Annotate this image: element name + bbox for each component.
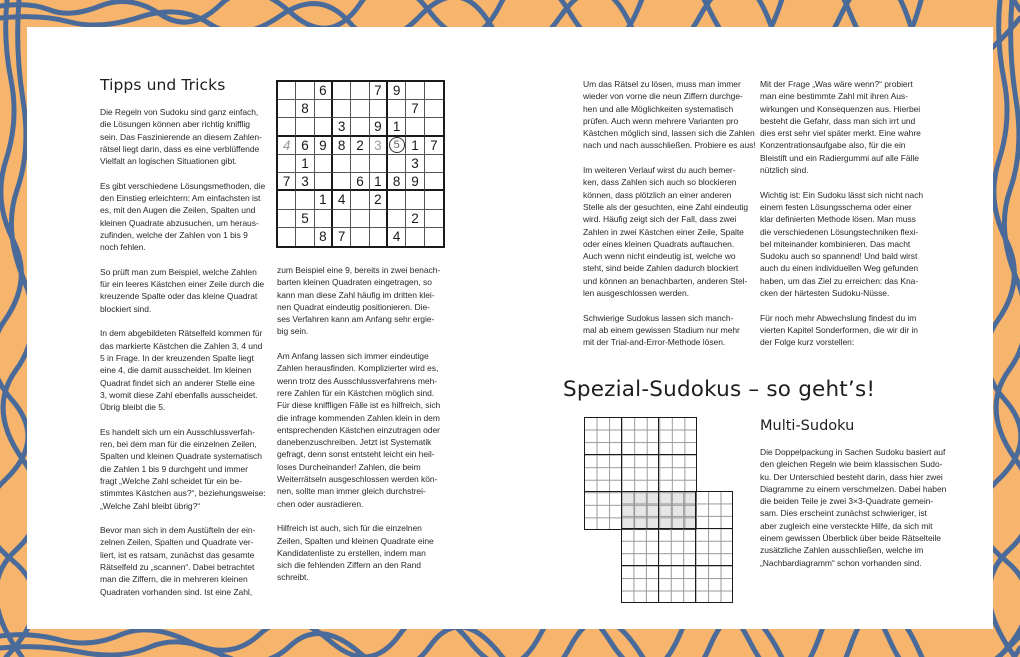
sudoku-cell: 8: [388, 173, 406, 191]
text-line: einem gewissen Überblick über beide Rätselteile: [760, 533, 941, 544]
text-line: chen oder ausradieren.: [277, 498, 364, 509]
sudoku-cell: 3: [370, 137, 388, 155]
text-line: das markierte Kästchen die Zahlen 3, 4 und: [100, 340, 263, 351]
text-line: 5 in Frage. In der kreuzenden Spalte liegt: [100, 352, 254, 363]
text-line: aber zugleich eine versteckte Hilfe, da sich mit: [760, 520, 933, 531]
text-line: Es gibt verschiedene Lösungsmethoden, die: [100, 180, 266, 191]
text-line: den gleichen Regeln wie beim klassischen Sudo-: [760, 459, 943, 470]
sudoku-cell: [406, 82, 424, 100]
paragraph: [760, 446, 950, 569]
sudoku-cell: [370, 155, 388, 173]
text-line: die verschiedenen Lösungstechniken flexi-: [760, 226, 919, 237]
text-line: einem festen Lösungsschema oder einer: [760, 201, 912, 212]
sudoku-cell: 1: [296, 155, 314, 173]
sudoku-cell: [351, 228, 369, 246]
sudoku-cell: [425, 155, 443, 173]
text-line: Die Regeln von Sudoku sind ganz einfach,: [100, 107, 259, 117]
sudoku-cell: 4: [278, 137, 296, 155]
text-line: die infrage kommenden Zahlen klein in dem: [277, 412, 440, 423]
text-line: cken der härtesten Sudoku-Nüsse.: [760, 288, 890, 299]
sudoku-cell: 8: [296, 100, 314, 118]
sudoku-cell: 4: [388, 228, 406, 246]
sudoku-cell: [388, 155, 406, 173]
text-line: Spalten und kleinen Quadrate systematisch: [100, 451, 262, 462]
text-line: nen Quadrat eindeutig positionieren. Die-: [277, 301, 430, 312]
paragraph: [100, 327, 270, 413]
text-line: Es handelt sich um ein Ausschlussverfah-: [100, 426, 255, 437]
text-line: rere Zahlen für ein Kästchen möglich sind.: [277, 387, 435, 398]
sudoku-cell: [315, 100, 333, 118]
sudoku-cell: 2: [351, 137, 369, 155]
text-line: danebenzuschreiben. Jetzt ist Systematik: [277, 437, 432, 448]
text-line: auch du einen individuellen Weg gefunden: [760, 263, 919, 274]
text-line: Zeilen, Spalten und kleinen Quadrate eine: [277, 535, 434, 546]
text-line: Für noch mehr Abwechslung findest du im: [760, 312, 917, 323]
text-line: Am Anfang lassen sich immer eindeutige: [277, 351, 429, 362]
sudoku-cell: [406, 228, 424, 246]
sudoku-cell: 1: [370, 173, 388, 191]
sudoku-cell: [278, 210, 296, 228]
sudoku-cell: [425, 82, 443, 100]
text-line: Übrig bleibt die 5.: [100, 402, 166, 413]
sudoku-cell: 8: [333, 137, 351, 155]
paragraph: [100, 180, 270, 254]
sudoku-cell: 9: [388, 82, 406, 100]
text-line: Die Doppelpackung in Sachen Sudoku basiert auf: [760, 447, 946, 457]
text-line: Bevor man sich in dem Austüfteln der ein-: [100, 525, 256, 536]
sudoku-cell: 9: [315, 137, 333, 155]
text-line: big sein.: [277, 326, 309, 337]
text-line: nen, sollte man immer gleich durchstrei-: [277, 486, 426, 497]
sudoku-cell: [388, 210, 406, 228]
sudoku-cell: [278, 118, 296, 136]
multi-sudoku-title: Multi-Sudoku: [760, 418, 855, 434]
sudoku-cell: 1: [388, 118, 406, 136]
sudoku-cell: 3: [296, 173, 314, 191]
text-line: den Einstieg erleichtern: Am einfachsten ist: [100, 193, 261, 204]
paragraph: [583, 312, 753, 349]
text-line: entsprechenden Kästchen einzutragen oder: [277, 424, 440, 435]
text-line: sein. Das Faszinierende an diesem Zahlen-: [100, 131, 262, 142]
text-line: nützlich sind.: [760, 165, 809, 176]
text-line: zufinden, welche der Zahlen von 1 bis 9: [100, 229, 248, 240]
text-line: kreuzende Spalte oder das kleine Quadrat: [100, 291, 258, 302]
text-line: rätsel liegt darin, dass es eine verblüffende: [100, 143, 260, 154]
text-line: vierten Kapitel Sonderformen, die wir dir in: [760, 324, 918, 335]
text-line: Stelle als der gesuchten, eine Zahl eindeutig: [583, 201, 749, 212]
text-line: Im weiteren Verlauf wirst du auch bemer-: [583, 165, 736, 176]
text-column-3: [583, 78, 756, 361]
sudoku-cell: [278, 228, 296, 246]
text-line: ses Verfahren kann am Anfang sehr ergie-: [277, 314, 435, 325]
sudoku-cell: [351, 210, 369, 228]
sudoku-cell: 7: [406, 100, 424, 118]
sudoku-cell: [406, 118, 424, 136]
paragraph: [760, 312, 945, 349]
sudoku-cell: [351, 155, 369, 173]
text-line: die Lösungen können aber richtig knifflig: [100, 119, 250, 130]
text-line: Auch wenn nicht eindeutig ist, welche wo: [583, 251, 736, 262]
text-line: Hilfreich ist auch, sich für die einzelnen: [277, 523, 422, 534]
sudoku-cell: 1: [315, 191, 333, 209]
text-column-1: [100, 106, 270, 610]
sudoku-cell: 6: [296, 137, 314, 155]
sudoku-cell: 9: [406, 173, 424, 191]
sudoku-cell: [333, 173, 351, 191]
sudoku-cell: [333, 155, 351, 173]
text-line: ren, bei dem man für die einzelnen Zeilen,: [100, 439, 257, 450]
sudoku-cell: [370, 210, 388, 228]
text-line: Bleistift und ein Radiergummi auf alle Fälle: [760, 152, 919, 163]
sudoku-cell: [278, 191, 296, 209]
sudoku-cell: [278, 100, 296, 118]
text-line: klar definierten Methode lösen. Man muss: [760, 214, 916, 225]
text-line: der Folge kurz vorstellen:: [760, 337, 855, 348]
sudoku-cell: [388, 191, 406, 209]
sudoku-cell: [425, 173, 443, 191]
text-line: die Zahlen 1 bis 9 durchgeht und immer: [100, 463, 248, 474]
text-line: prüfen. Auch wenn mehrere Varianten pro: [583, 115, 739, 126]
sudoku-cell: 6: [315, 82, 333, 100]
paragraph: [277, 350, 447, 510]
text-line: für ein leeres Kästchen einer Zeile durch die: [100, 279, 265, 290]
sudoku-cell: [278, 82, 296, 100]
multi-sudoku-description: [760, 446, 950, 581]
text-line: es, mit den Augen die Zeilen, Spalten und: [100, 205, 256, 216]
text-line: Schwierige Sudokus lassen sich manch-: [583, 312, 734, 323]
sudoku-cell: 5: [296, 210, 314, 228]
sudoku-cell: [425, 228, 443, 246]
text-line: Mit der Frage „Was wäre wenn?“ probiert: [760, 79, 913, 89]
paragraph: [100, 524, 270, 598]
sudoku-cell: [406, 191, 424, 209]
text-line: mit der Trial-and-Error-Methode lösen.: [583, 337, 726, 348]
text-line: sam. Dies erscheint zunächst schwieriger, ist: [760, 508, 927, 519]
multi-sudoku-grid-bottom: [621, 491, 733, 603]
sudoku-cell: [425, 210, 443, 228]
text-column-4: [760, 78, 945, 361]
text-line: eine 4, die damit ausscheidet. Im kleinen: [100, 365, 252, 376]
text-line: So prüft man zum Beispiel, welche Zahlen: [100, 266, 257, 277]
sudoku-cell: [315, 210, 333, 228]
sudoku-cell: [333, 100, 351, 118]
text-line: ken, dass Zahlen sich auch so blockieren: [583, 177, 737, 188]
sudoku-cell: [351, 100, 369, 118]
sudoku-cell: 1: [406, 137, 424, 155]
sudoku-cell: 7: [278, 173, 296, 191]
text-line: Quadraten vorhanden sind. Ist eine Zahl,: [100, 586, 253, 597]
text-line: und können an benachbarten, anderen Stel-: [583, 275, 748, 286]
paragraph: [760, 189, 945, 300]
text-line: wenn trotz des Ausschlussverfahrens meh-: [277, 375, 438, 386]
section-title-tipps: Tipps und Tricks: [100, 76, 226, 94]
text-line: blockiert sind.: [100, 303, 152, 314]
sudoku-cell: 6: [351, 173, 369, 191]
text-line: „Nachbardiagramm“ schon vorhanden sind.: [760, 557, 922, 568]
text-line: Diagramme zu einem verschmelzen. Dabei haben: [760, 483, 947, 494]
text-line: man eine bestimmte Zahl mit ihren Aus-: [760, 91, 908, 102]
sudoku-cell: [333, 210, 351, 228]
text-line: Quadrat findet sich an anderer Stelle eine: [100, 377, 255, 388]
sudoku-cell: [388, 137, 406, 155]
sudoku-cell: [425, 100, 443, 118]
text-line: zum Beispiel eine 9, bereits in zwei benach-: [277, 265, 441, 275]
text-line: wieder von vorne die neun Ziffern durchge-: [583, 91, 743, 102]
text-line: noch fehlen.: [100, 242, 146, 253]
paragraph: [277, 522, 447, 583]
text-line: steht, sind beide Zahlen dadurch blockiert: [583, 263, 739, 274]
text-line: In dem abgebildeten Rätselfeld kommen für: [100, 328, 263, 339]
text-line: die beiden Teile je zwei 3×3-Quadrate gemein-: [760, 496, 934, 507]
sudoku-cell: [296, 228, 314, 246]
text-line: gefragt, denn sonst entsteht leicht ein heil-: [277, 449, 435, 460]
text-line: haben, um das Ziel zu erreichen: das Kna-: [760, 275, 919, 286]
text-line: Zahlen in zwei Kästchen einer Zeile, Spalte: [583, 226, 744, 237]
text-line: Sudoku auch so spannend! Und bald wirst: [760, 251, 918, 262]
sudoku-cell: [388, 100, 406, 118]
text-line: 3, womit diese Zahl ebenfalls ausscheidet.: [100, 389, 258, 400]
text-line: „Welche Zahl bleibt übrig?“: [100, 500, 201, 511]
text-line: Wichtig ist: Ein Sudoku lässt sich nicht nach: [760, 189, 924, 200]
text-line: barten kleinen Quadraten eingetragen, so: [277, 277, 432, 288]
sudoku-cell: [315, 118, 333, 136]
text-line: Konzentrationsaufgabe also, für die ein: [760, 140, 906, 151]
text-line: wirkungen und Konsequenzen aus. Hierbei: [760, 103, 921, 114]
sudoku-cell: 9: [370, 118, 388, 136]
sudoku-cell: 2: [406, 210, 424, 228]
text-line: kann man diese Zahl häufig im dritten klei-: [277, 289, 435, 300]
sudoku-cell: 7: [425, 137, 443, 155]
text-line: Für diese kniffligen Fälle ist es hilfreich, sich: [277, 400, 441, 411]
sudoku-cell: 2: [370, 191, 388, 209]
text-line: zelnen Zeilen, Spalten und Quadrate ver-: [100, 537, 254, 548]
sudoku-cell: [370, 228, 388, 246]
sudoku-cell: [296, 118, 314, 136]
text-line: besteht die Gefahr, dass man sich irrt und: [760, 115, 916, 126]
text-line: stimmtes Kästchen aus?“, beziehungsweise:: [100, 488, 266, 499]
text-line: ku. Der Unterschied besteht darin, dass hier zwei: [760, 471, 943, 482]
text-line: zusätzliche Zahlen ausschließen, welche im: [760, 545, 924, 556]
text-line: bel miteinander kombinieren. Das macht: [760, 238, 911, 249]
text-line: fragt „Welche Zahl scheidet für ein be-: [100, 475, 242, 486]
text-line: nach und nach ausschließen. Probiere es aus!: [583, 140, 756, 151]
text-line: schreibt.: [277, 572, 309, 583]
sudoku-example-grid: [276, 80, 445, 248]
text-line: liert, ist es ratsam, zunächst das gesamte: [100, 549, 255, 560]
paragraph: [277, 264, 447, 338]
paragraph: [100, 426, 270, 512]
section-title-spezial: Spezial-Sudokus – so geht’s!: [563, 377, 876, 402]
sudoku-cell: [296, 82, 314, 100]
sudoku-cell: [351, 82, 369, 100]
text-line: Kandidatenliste zu erstellen, indem man: [277, 547, 426, 558]
sudoku-cell: [296, 191, 314, 209]
text-line: Um das Rätsel zu lösen, muss man immer: [583, 79, 741, 89]
sudoku-cell: [351, 118, 369, 136]
sudoku-cell: [315, 173, 333, 191]
text-line: Weiterrätseln ausgeschlossen werden kön-: [277, 474, 438, 485]
text-line: Zahlen herausfinden. Komplizierter wird es,: [277, 363, 439, 374]
sudoku-cell: 7: [333, 228, 351, 246]
text-line: Kästchen möglich sind, lassen sich die Zahlen: [583, 128, 755, 139]
text-line: kleinen Quadrate abzusuchen, um heraus-: [100, 217, 259, 228]
text-column-2: [277, 264, 447, 596]
paragraph: [583, 78, 756, 152]
text-line: hen und alle Möglichkeiten systematisch: [583, 103, 734, 114]
text-line: können, dass plötzlich an einer anderen: [583, 189, 732, 200]
text-line: len ausgeschlossen werden.: [583, 288, 689, 299]
sudoku-cell: 3: [333, 118, 351, 136]
sudoku-cell: 7: [370, 82, 388, 100]
text-line: sich die fehlenden Ziffern an den Rand: [277, 560, 421, 571]
paragraph: [583, 164, 753, 299]
sudoku-cell: [278, 155, 296, 173]
text-line: wird. Häufig zeigt sich der Fall, dass zwei: [583, 214, 737, 225]
sudoku-cell: 3: [406, 155, 424, 173]
text-line: Rätselfeld zu „scannen“. Dabei betrachtet: [100, 561, 255, 572]
sudoku-cell: 8: [315, 228, 333, 246]
paragraph: [760, 78, 945, 176]
text-line: man die Ziffern, die in mehreren kleinen: [100, 574, 248, 585]
text-line: Vielfalt an logischen Situationen gibt.: [100, 156, 237, 167]
sudoku-cell: [315, 155, 333, 173]
text-line: loses Durcheinander! Zahlen, die beim: [277, 461, 421, 472]
sudoku-cell: [370, 100, 388, 118]
sudoku-cell: 4: [333, 191, 351, 209]
text-line: oder eines kleinen Quadrats auftauchen.: [583, 238, 735, 249]
sudoku-cell: [333, 82, 351, 100]
circled-solution-digit: 5: [389, 137, 405, 153]
sudoku-cell: [425, 191, 443, 209]
text-line: mal ab einem gewissen Stadium nur mehr: [583, 324, 740, 335]
text-line: dies erst sehr viel später merkt. Eine wahre: [760, 128, 921, 139]
paragraph: [100, 106, 270, 167]
sudoku-cell: [425, 118, 443, 136]
sudoku-cell: [351, 191, 369, 209]
paragraph: [100, 266, 270, 315]
